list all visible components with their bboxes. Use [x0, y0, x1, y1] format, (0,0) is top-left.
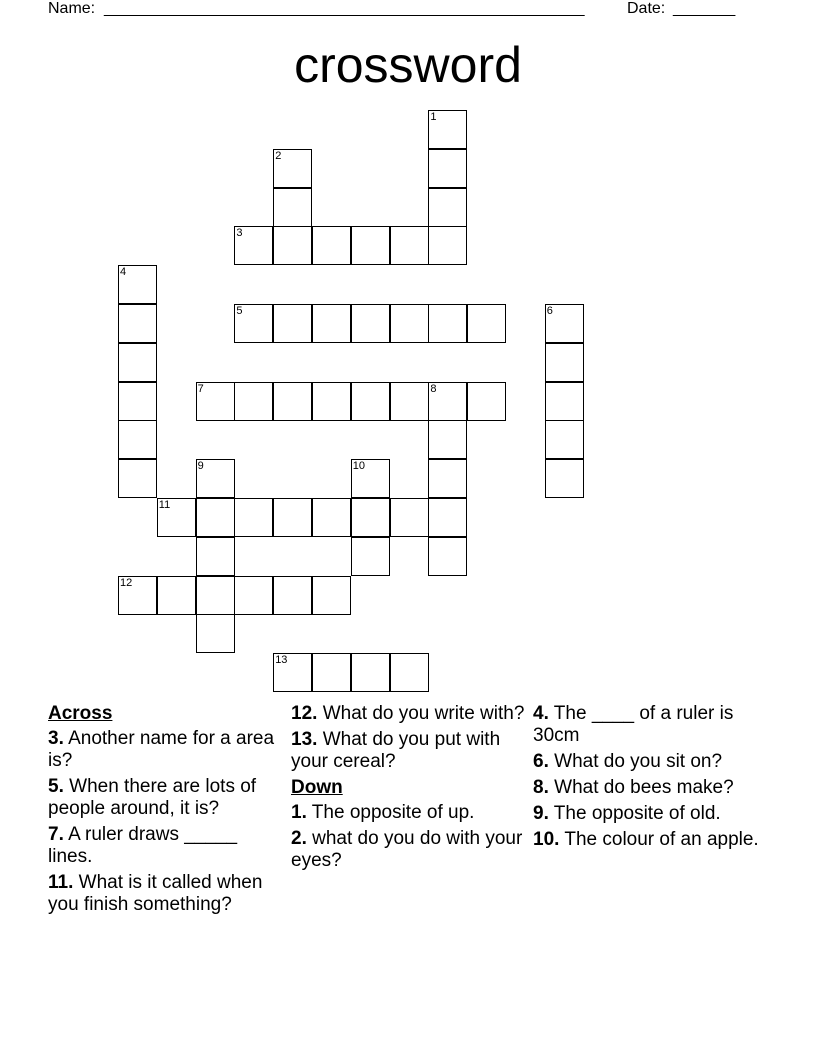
grid-cell[interactable] [428, 226, 467, 265]
clue-number: 4. [533, 703, 549, 724]
clue-down-9: 9. The opposite of old. [533, 803, 721, 824]
grid-cell[interactable] [196, 498, 235, 537]
clue-across-3: 3. Another name for a area is? [48, 728, 275, 771]
clue-across-11: 11. What is it called when you finish something? [48, 872, 263, 915]
across-heading: Across [48, 703, 113, 724]
grid-cell[interactable] [545, 382, 584, 421]
clue-down-2: 2. what do you do with your eyes? [291, 828, 523, 871]
grid-cell[interactable] [273, 576, 312, 615]
clue-number: 1. [291, 802, 307, 823]
clue-number-label: 3 [236, 227, 243, 240]
grid-cell[interactable] [428, 537, 467, 576]
grid-cell[interactable] [118, 420, 157, 459]
grid-cell[interactable] [545, 420, 584, 459]
clue-number-label: 10 [352, 460, 366, 473]
clue-number: 8. [533, 777, 549, 798]
grid-cell[interactable] [118, 304, 157, 343]
clue-number-label: 6 [546, 305, 553, 317]
clue-number-label: 9 [197, 460, 204, 473]
date-label: Date: [627, 0, 666, 17]
grid-cell[interactable] [428, 459, 467, 498]
grid-cell[interactable] [351, 498, 390, 537]
clue-across-12: 12. What do you write with? [291, 703, 525, 724]
clue-number-label: 2 [275, 149, 282, 162]
grid-cell[interactable] [428, 149, 467, 188]
grid-cell[interactable] [157, 576, 196, 615]
grid-cell[interactable] [312, 576, 351, 615]
grid-cell[interactable] [351, 304, 390, 343]
grid-cell[interactable] [312, 226, 351, 265]
clue-number-label: 4 [120, 266, 127, 279]
clue-number: 6. [533, 751, 549, 772]
grid-cell[interactable] [390, 304, 429, 343]
clue-number: 7. [48, 824, 64, 845]
grid-cell[interactable] [390, 226, 429, 265]
grid-cell[interactable] [157, 498, 196, 537]
grid-cell[interactable] [196, 459, 235, 498]
grid-cell[interactable] [273, 382, 312, 421]
clue-down-4: 4. The ____ of a ruler is 30cm [533, 703, 734, 746]
grid-cell[interactable] [428, 420, 467, 459]
grid-cell[interactable] [545, 304, 584, 343]
clue-across-5: 5. When there are lots of people around, it is? [48, 776, 257, 819]
grid-cell[interactable] [312, 498, 351, 537]
clue-number-label: 13 [275, 654, 288, 667]
clue-number-label: 5 [236, 305, 243, 317]
grid-cell[interactable] [273, 149, 312, 188]
page-title: crossword [294, 37, 522, 93]
grid-cell[interactable] [312, 382, 351, 421]
grid-cell[interactable] [273, 304, 312, 343]
grid-cell[interactable] [273, 188, 312, 227]
date-field-line[interactable]: _______ [673, 0, 736, 17]
clue-number: 12. [291, 703, 318, 724]
grid-cell[interactable] [351, 537, 390, 576]
clue-number-label: 1 [430, 111, 437, 123]
grid-cell[interactable] [118, 459, 157, 498]
grid-cell[interactable] [196, 537, 235, 576]
grid-cell[interactable] [273, 653, 312, 692]
grid-cell[interactable] [545, 459, 584, 498]
grid-cell[interactable] [234, 576, 273, 615]
down-heading: Down [291, 777, 343, 798]
grid-cell[interactable] [118, 343, 157, 382]
grid-cell[interactable] [312, 653, 351, 692]
grid-cell[interactable] [234, 382, 273, 421]
clue-down-6: 6. What do you sit on? [533, 751, 723, 772]
clue-number: 2. [291, 828, 307, 849]
grid-cell[interactable] [428, 110, 467, 149]
clue-number-label: 8 [430, 382, 437, 395]
grid-cell[interactable] [273, 226, 312, 265]
grid-cell[interactable] [545, 343, 584, 382]
clue-number-label: 11 [158, 499, 171, 511]
clue-across-7: 7. A ruler draws _____ lines. [48, 824, 238, 867]
grid-cell[interactable] [467, 382, 506, 421]
grid-cell[interactable] [196, 614, 235, 653]
clue-number-label: 12 [120, 576, 133, 589]
clue-number: 10. [533, 829, 560, 850]
clue-down-1: 1. The opposite of up. [291, 802, 475, 823]
clue-across-13: 13. What do you put with your cereal? [291, 729, 501, 772]
clues-column-2 [291, 703, 526, 876]
grid-cell[interactable] [390, 653, 429, 692]
grid-cell[interactable] [118, 265, 157, 304]
clues-column-1 [48, 703, 283, 920]
clue-number: 13. [291, 729, 318, 750]
grid-cell[interactable] [390, 498, 429, 537]
grid-cell[interactable] [234, 498, 273, 537]
grid-cell[interactable] [273, 498, 312, 537]
grid-cell[interactable] [428, 188, 467, 227]
grid-cell[interactable] [428, 304, 467, 343]
grid-cell[interactable] [118, 382, 157, 421]
clue-number: 9. [533, 803, 549, 824]
clue-number: 5. [48, 776, 64, 797]
grid-cell[interactable] [312, 304, 351, 343]
grid-cell[interactable] [390, 382, 429, 421]
grid-cell[interactable] [428, 498, 467, 537]
grid-cell[interactable] [234, 226, 273, 265]
name-label: Name: [48, 0, 96, 17]
clue-down-10: 10. The colour of an apple. [533, 829, 759, 850]
grid-cell[interactable] [428, 382, 467, 421]
grid-cell[interactable] [351, 226, 390, 265]
clue-number-label: 7 [197, 382, 204, 395]
grid-cell[interactable] [351, 459, 390, 498]
clue-number: 11. [48, 872, 74, 893]
grid-cell[interactable] [118, 576, 157, 615]
grid-cell[interactable] [196, 382, 235, 421]
grid-cell[interactable] [234, 304, 273, 343]
grid-cell[interactable] [196, 576, 235, 615]
grid-cell[interactable] [351, 382, 390, 421]
name-field-line[interactable]: ______________________________________________________ [104, 0, 585, 17]
grid-cell[interactable] [467, 304, 506, 343]
clue-down-8: 8. What do bees make? [533, 777, 734, 798]
clue-number: 3. [48, 728, 64, 749]
grid-cell[interactable] [351, 653, 390, 692]
clues-column-3 [533, 703, 768, 855]
